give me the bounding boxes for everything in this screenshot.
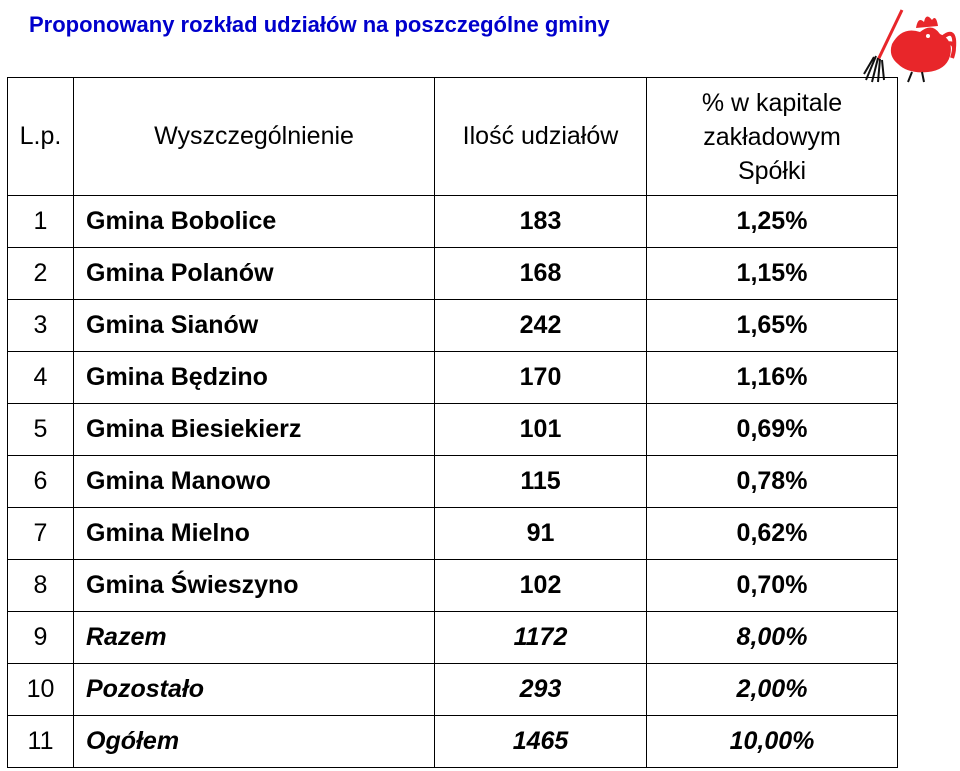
table-row bbox=[8, 456, 898, 508]
cell-name: Gmina Świeszyno bbox=[74, 560, 435, 612]
cell-name: Gmina Mielno bbox=[74, 508, 435, 560]
cell-name: Gmina Bobolice bbox=[74, 196, 435, 248]
cell-shares: 101 bbox=[435, 404, 647, 456]
cell-percent: 2,00% bbox=[647, 664, 898, 716]
cell-shares: 293 bbox=[435, 664, 647, 716]
cell-lp: 10 bbox=[8, 664, 74, 716]
header-shares: Ilość udziałów bbox=[435, 78, 647, 196]
table-row bbox=[8, 196, 898, 248]
cell-percent: 1,15% bbox=[647, 248, 898, 300]
cell-shares: 102 bbox=[435, 560, 647, 612]
cell-lp: 9 bbox=[8, 612, 74, 664]
cell-shares: 168 bbox=[435, 248, 647, 300]
cell-lp: 7 bbox=[8, 508, 74, 560]
header-lp: L.p. bbox=[8, 78, 74, 196]
cell-percent: 10,00% bbox=[647, 716, 898, 768]
cell-shares: 1465 bbox=[435, 716, 647, 768]
table-row bbox=[8, 404, 898, 456]
cell-shares: 183 bbox=[435, 196, 647, 248]
cell-lp: 4 bbox=[8, 352, 74, 404]
page-title: Proponowany rozkład udziałów na poszczególne gminy bbox=[29, 12, 610, 37]
table-header-row bbox=[8, 78, 898, 196]
table-row bbox=[8, 248, 898, 300]
cell-name: Gmina Manowo bbox=[74, 456, 435, 508]
cell-name: Gmina Polanów bbox=[74, 248, 435, 300]
cell-percent: 1,25% bbox=[647, 196, 898, 248]
header-percent bbox=[647, 78, 898, 196]
header-percent-line-3: Spółki bbox=[737, 156, 807, 185]
cell-lp: 6 bbox=[8, 456, 74, 508]
table-row bbox=[8, 560, 898, 612]
cell-percent: 1,65% bbox=[647, 300, 898, 352]
cell-lp: 3 bbox=[8, 300, 74, 352]
cell-name: Gmina Biesiekierz bbox=[74, 404, 435, 456]
cell-lp: 11 bbox=[8, 716, 74, 768]
shares-table bbox=[7, 77, 898, 768]
cell-shares: 1172 bbox=[435, 612, 647, 664]
cell-lp: 1 bbox=[8, 196, 74, 248]
cell-percent: 0,69% bbox=[647, 404, 898, 456]
cell-percent: 0,78% bbox=[647, 456, 898, 508]
table-row bbox=[8, 508, 898, 560]
cell-percent: 1,16% bbox=[647, 352, 898, 404]
cell-lp: 5 bbox=[8, 404, 74, 456]
rooster-with-broom-logo bbox=[862, 4, 958, 84]
header-name: Wyszczególnienie bbox=[74, 78, 435, 196]
cell-percent: 0,62% bbox=[647, 508, 898, 560]
table-row bbox=[8, 300, 898, 352]
cell-percent: 8,00% bbox=[647, 612, 898, 664]
cell-name: Ogółem bbox=[74, 716, 435, 768]
cell-name: Pozostało bbox=[74, 664, 435, 716]
table-row-remaining bbox=[8, 664, 898, 716]
cell-name: Gmina Sianów bbox=[74, 300, 435, 352]
header-percent-line-1: % w kapitale bbox=[701, 88, 843, 117]
cell-name: Gmina Będzino bbox=[74, 352, 435, 404]
cell-shares: 91 bbox=[435, 508, 647, 560]
cell-shares: 115 bbox=[435, 456, 647, 508]
header-percent-line-2: zakładowym bbox=[703, 122, 841, 151]
table-row-total bbox=[8, 612, 898, 664]
table-row bbox=[8, 352, 898, 404]
cell-lp: 8 bbox=[8, 560, 74, 612]
cell-lp: 2 bbox=[8, 248, 74, 300]
table-row-grand-total bbox=[8, 716, 898, 768]
cell-percent: 0,70% bbox=[647, 560, 898, 612]
cell-shares: 242 bbox=[435, 300, 647, 352]
cell-shares: 170 bbox=[435, 352, 647, 404]
cell-name: Razem bbox=[74, 612, 435, 664]
